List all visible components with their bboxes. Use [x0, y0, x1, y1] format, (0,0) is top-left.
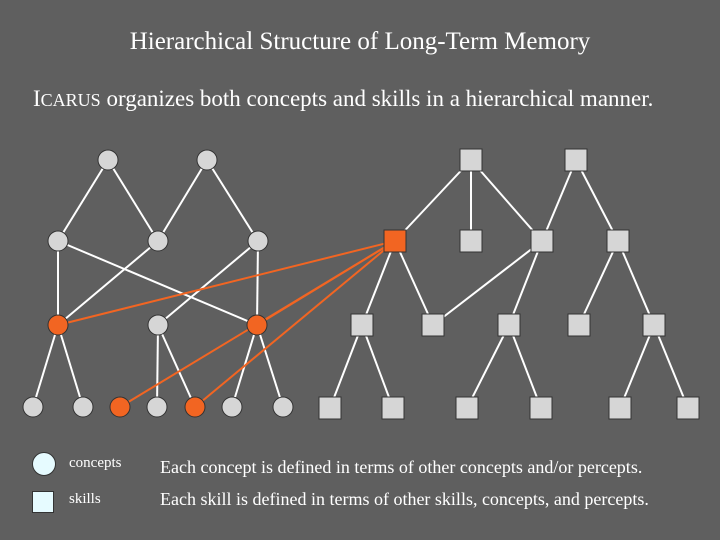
concepts-legend-label: concepts	[69, 455, 122, 471]
edge-n1-b1	[330, 325, 362, 408]
skill-node-h3	[531, 230, 553, 252]
skill-node-t2	[565, 149, 587, 171]
edge-m3-l2	[158, 241, 258, 325]
highlighted-skill-node-h1	[384, 230, 406, 252]
edge-c1-m2	[108, 160, 158, 241]
skill-node-b5	[609, 397, 631, 419]
edge-t1-h1	[395, 160, 471, 241]
edge-t2-h4	[576, 160, 618, 241]
edge-n3-b4	[509, 325, 541, 408]
edge-h1-n2	[395, 241, 433, 325]
highlighted-concept-node-l1	[48, 315, 68, 335]
skill-node-b1	[319, 397, 341, 419]
concept-node-l2	[148, 315, 168, 335]
highlighted-concept-node-p3	[110, 397, 130, 417]
skill-legend-icon	[32, 491, 54, 513]
edge-c2-m2	[158, 160, 207, 241]
skill-node-h4	[607, 230, 629, 252]
edge-l1-p1	[33, 325, 58, 407]
concept-legend-icon	[32, 452, 56, 476]
concept-node-p2	[73, 397, 93, 417]
skills-description: Each skill is defined in terms of other skills, concepts, and percepts.	[160, 489, 649, 509]
skill-node-b3	[456, 397, 478, 419]
edge-n5-b5	[620, 325, 654, 408]
highlighted-concept-node-l3	[247, 315, 267, 335]
skills-legend-label: skills	[69, 491, 101, 507]
edge-n5-b6	[654, 325, 688, 408]
icarus-initial: I	[33, 86, 41, 111]
edge-n3-b3	[467, 325, 509, 408]
concept-node-p4	[147, 397, 167, 417]
edge-c2-m3	[207, 160, 258, 241]
concept-node-p6	[222, 397, 242, 417]
subtitle-text: organizes both concepts and skills in a hierarchical manner.	[100, 86, 654, 111]
skill-node-b4	[530, 397, 552, 419]
concept-node-m3	[248, 231, 268, 251]
edge-m3-l3	[257, 241, 258, 325]
concept-node-p1	[23, 397, 43, 417]
edges	[33, 160, 688, 408]
concepts-description: Each concept is defined in terms of other concepts and/or percepts.	[160, 457, 643, 477]
edge-h4-n4	[579, 241, 618, 325]
skill-node-h2	[460, 230, 482, 252]
edge-n1-b2	[362, 325, 393, 408]
skill-node-n1	[351, 314, 373, 336]
icarus-name-rest: CARUS	[40, 90, 101, 110]
slide-title: Hierarchical Structure of Long-Term Memory	[129, 28, 591, 55]
edge-t1-h3	[471, 160, 542, 241]
skill-node-b6	[677, 397, 699, 419]
edge-h4-n5	[618, 241, 654, 325]
concept-node-c2	[197, 150, 217, 170]
skill-node-n3	[498, 314, 520, 336]
concept-node-p7	[273, 397, 293, 417]
skill-node-b2	[382, 397, 404, 419]
concept-node-m2	[148, 231, 168, 251]
edge-l1-p2	[58, 325, 83, 407]
edge-t2-h3	[542, 160, 576, 241]
skill-node-n2	[422, 314, 444, 336]
skill-node-n5	[643, 314, 665, 336]
skill-node-n4	[568, 314, 590, 336]
concept-node-m1	[48, 231, 68, 251]
edge-c1-m1	[58, 160, 108, 241]
skill-node-t1	[460, 149, 482, 171]
highlighted-concept-node-p5	[185, 397, 205, 417]
concept-node-c1	[98, 150, 118, 170]
edge-l2-p4	[157, 325, 158, 407]
